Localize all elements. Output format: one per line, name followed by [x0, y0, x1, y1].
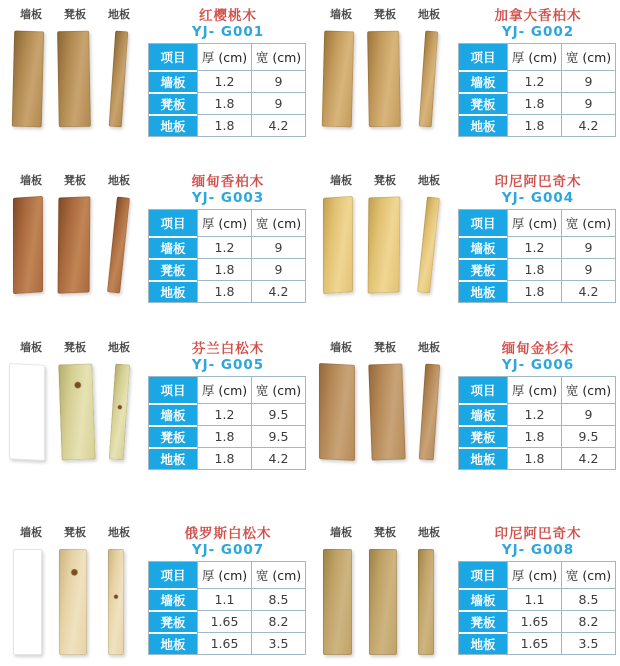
thickness-value: 1.2 [197, 403, 251, 425]
spec-row-bench [459, 610, 615, 632]
board-label-floor: 地板 [108, 8, 130, 21]
bench-board-image [367, 31, 401, 128]
product-spec [458, 524, 618, 666]
board-label-bench: 凳板 [374, 8, 396, 21]
product-card-yj-g007 [0, 500, 310, 666]
spec-row-bench [459, 425, 615, 447]
plank-photo-area [0, 524, 148, 666]
width-value: 4.2 [561, 114, 615, 136]
spec-header-width: 宽 (cm) [251, 210, 305, 236]
board-label-bench: 凳板 [374, 341, 396, 354]
board-label-bench: 凳板 [64, 341, 86, 354]
spec-header-thickness: 厚 (cm) [197, 562, 251, 588]
row-label: 地板 [459, 280, 507, 302]
thickness-value: 1.8 [507, 114, 561, 136]
product-model: YJ- G006 [501, 357, 575, 373]
row-label: 地板 [149, 114, 197, 136]
product-spec [148, 524, 308, 666]
row-label: 凳板 [459, 92, 507, 114]
row-label: 墙板 [149, 588, 197, 610]
product-model: YJ- G003 [191, 190, 265, 206]
thickness-value: 1.2 [507, 70, 561, 92]
spec-row-floor [149, 280, 305, 302]
product-spec [148, 339, 308, 500]
spec-header-item: 项目 [459, 377, 507, 403]
spec-header-row [459, 562, 615, 588]
product-model: YJ- G001 [191, 24, 265, 40]
width-value: 9.5 [251, 403, 305, 425]
row-label: 凳板 [149, 610, 197, 632]
product-card-yj-g002 [310, 0, 620, 166]
board-labels [0, 339, 140, 355]
thickness-value: 1.8 [507, 280, 561, 302]
spec-header-width: 宽 (cm) [251, 377, 305, 403]
spec-row-wall [459, 70, 615, 92]
width-value: 9.5 [251, 425, 305, 447]
wall-board-image [323, 549, 352, 655]
width-value: 4.2 [251, 114, 305, 136]
product-card-yj-g004 [310, 166, 620, 333]
plank-photo-area [310, 339, 458, 500]
spec-header-thickness: 厚 (cm) [197, 377, 251, 403]
spec-row-wall [149, 70, 305, 92]
spec-header-row [149, 562, 305, 588]
floor-board-image [107, 197, 130, 294]
width-value: 4.2 [561, 447, 615, 469]
spec-header-thickness: 厚 (cm) [507, 210, 561, 236]
spec-table [148, 209, 306, 303]
thickness-value: 1.8 [197, 258, 251, 280]
product-name: 缅甸金杉木 [501, 341, 575, 357]
thickness-value: 1.8 [197, 425, 251, 447]
plank-images [310, 197, 458, 307]
spec-row-floor [149, 114, 305, 136]
spec-header-row [149, 44, 305, 70]
product-name: 加拿大香柏木 [494, 8, 582, 24]
row-label: 凳板 [149, 92, 197, 114]
spec-row-bench [149, 92, 305, 114]
board-label-floor: 地板 [418, 8, 440, 21]
board-label-floor: 地板 [108, 174, 130, 187]
board-label-floor: 地板 [418, 526, 440, 539]
plank-images [310, 549, 458, 659]
product-name: 印尼阿巴奇木 [494, 174, 582, 190]
width-value: 4.2 [251, 447, 305, 469]
spec-header-row [149, 210, 305, 236]
bench-board-image [58, 363, 95, 460]
spec-row-bench [149, 258, 305, 280]
board-label-wall: 墙板 [330, 341, 352, 354]
row-label: 地板 [149, 280, 197, 302]
product-model: YJ- G002 [501, 24, 575, 40]
product-spec [458, 172, 618, 333]
spec-table [458, 43, 616, 137]
thickness-value: 1.2 [507, 403, 561, 425]
plank-photo-area [310, 172, 458, 333]
thickness-value: 1.8 [507, 92, 561, 114]
board-labels [310, 339, 450, 355]
plank-photo-area [310, 524, 458, 666]
spec-header-row [459, 210, 615, 236]
spec-table [458, 561, 616, 655]
board-label-floor: 地板 [108, 341, 130, 354]
row-label: 凳板 [459, 258, 507, 280]
row-label: 地板 [149, 632, 197, 654]
board-labels [310, 172, 450, 188]
board-labels [0, 6, 140, 22]
row-label: 墙板 [149, 236, 197, 258]
spec-header-width: 宽 (cm) [251, 562, 305, 588]
row-label: 地板 [459, 447, 507, 469]
row-label: 墙板 [149, 70, 197, 92]
row-label: 墙板 [459, 236, 507, 258]
width-value: 9 [561, 236, 615, 258]
plank-photo-area [310, 6, 458, 166]
board-label-bench: 凳板 [64, 8, 86, 21]
width-value: 8.2 [251, 610, 305, 632]
spec-row-wall [149, 588, 305, 610]
thickness-value: 1.2 [197, 70, 251, 92]
product-name: 俄罗斯白松木 [184, 526, 272, 542]
spec-header-thickness: 厚 (cm) [507, 562, 561, 588]
width-value: 9 [561, 258, 615, 280]
wall-board-image [13, 196, 43, 294]
product-spec [148, 6, 308, 166]
thickness-value: 1.8 [197, 280, 251, 302]
spec-table [458, 376, 616, 470]
spec-header-item: 项目 [149, 377, 197, 403]
row-label: 凳板 [149, 425, 197, 447]
thickness-value: 1.1 [507, 588, 561, 610]
bench-board-image [369, 549, 397, 655]
spec-row-wall [459, 588, 615, 610]
spec-row-floor [149, 632, 305, 654]
product-name: 芬兰白松木 [191, 341, 265, 357]
spec-header-width: 宽 (cm) [561, 377, 615, 403]
spec-row-floor [149, 447, 305, 469]
spec-header-thickness: 厚 (cm) [507, 44, 561, 70]
spec-header-item: 项目 [459, 210, 507, 236]
bench-board-image [59, 549, 87, 655]
spec-header-thickness: 厚 (cm) [197, 210, 251, 236]
wall-board-image [319, 363, 355, 461]
spec-header-thickness: 厚 (cm) [507, 377, 561, 403]
bench-board-image [368, 196, 401, 294]
spec-row-wall [149, 236, 305, 258]
spec-row-bench [459, 92, 615, 114]
board-labels [0, 524, 140, 540]
board-label-wall: 墙板 [330, 8, 352, 21]
board-label-wall: 墙板 [20, 8, 42, 21]
width-value: 4.2 [251, 280, 305, 302]
spec-table [458, 209, 616, 303]
floor-board-image [109, 364, 131, 461]
row-label: 地板 [459, 114, 507, 136]
spec-header-width: 宽 (cm) [561, 44, 615, 70]
spec-header-width: 宽 (cm) [251, 44, 305, 70]
spec-row-bench [149, 610, 305, 632]
board-label-bench: 凳板 [374, 526, 396, 539]
product-name: 红樱桃木 [199, 8, 257, 24]
bench-board-image [368, 363, 405, 460]
board-label-bench: 凳板 [64, 526, 86, 539]
width-value: 9.5 [561, 425, 615, 447]
spec-row-bench [149, 425, 305, 447]
product-model: YJ- G008 [501, 542, 575, 558]
width-value: 9 [561, 70, 615, 92]
wall-board-image [12, 31, 45, 128]
spec-header-row [459, 44, 615, 70]
width-value: 3.5 [561, 632, 615, 654]
spec-table [148, 561, 306, 655]
board-labels [310, 6, 450, 22]
board-labels [0, 172, 140, 188]
product-card-yj-g008 [310, 500, 620, 666]
plank-images [0, 197, 148, 307]
board-label-floor: 地板 [108, 526, 130, 539]
floor-board-image [417, 197, 440, 294]
thickness-value: 1.2 [197, 236, 251, 258]
board-label-wall: 墙板 [20, 174, 42, 187]
board-label-floor: 地板 [418, 174, 440, 187]
spec-row-floor [459, 280, 615, 302]
row-label: 墙板 [459, 70, 507, 92]
thickness-value: 1.8 [507, 425, 561, 447]
row-label: 墙板 [459, 403, 507, 425]
spec-row-floor [459, 114, 615, 136]
spec-row-wall [459, 403, 615, 425]
width-value: 9 [251, 236, 305, 258]
wall-board-image [322, 31, 355, 128]
spec-header-item: 项目 [149, 44, 197, 70]
product-card-yj-g003 [0, 166, 310, 333]
product-card-yj-g001 [0, 0, 310, 166]
width-value: 9 [251, 258, 305, 280]
spec-row-bench [459, 258, 615, 280]
board-label-wall: 墙板 [20, 526, 42, 539]
board-label-floor: 地板 [418, 341, 440, 354]
spec-row-floor [459, 632, 615, 654]
bench-board-image [57, 31, 91, 128]
spec-header-row [459, 377, 615, 403]
product-spec [458, 6, 618, 166]
product-model: YJ- G005 [191, 357, 265, 373]
thickness-value: 1.8 [507, 258, 561, 280]
row-label: 墙板 [459, 588, 507, 610]
board-labels [310, 524, 450, 540]
board-label-bench: 凳板 [64, 174, 86, 187]
product-card-yj-g005 [0, 333, 310, 500]
width-value: 9 [561, 403, 615, 425]
thickness-value: 1.1 [197, 588, 251, 610]
thickness-value: 1.65 [197, 610, 251, 632]
width-value: 3.5 [251, 632, 305, 654]
row-label: 墙板 [149, 403, 197, 425]
spec-header-item: 项目 [459, 44, 507, 70]
floor-board-image [419, 364, 441, 461]
floor-board-image [418, 549, 434, 655]
product-model: YJ- G004 [501, 190, 575, 206]
row-label: 地板 [459, 632, 507, 654]
plank-images [310, 31, 458, 141]
plank-photo-area [0, 339, 148, 500]
width-value: 8.5 [251, 588, 305, 610]
thickness-value: 1.2 [507, 236, 561, 258]
floor-board-image [109, 31, 129, 128]
floor-board-image [108, 549, 124, 655]
spec-header-width: 宽 (cm) [561, 210, 615, 236]
spec-header-item: 项目 [149, 210, 197, 236]
plank-photo-area [0, 6, 148, 166]
spec-header-row [149, 377, 305, 403]
thickness-value: 1.65 [197, 632, 251, 654]
plank-photo-area [0, 172, 148, 333]
board-label-wall: 墙板 [330, 526, 352, 539]
width-value: 9 [251, 92, 305, 114]
product-card-yj-g006 [310, 333, 620, 500]
row-label: 地板 [149, 447, 197, 469]
row-label: 凳板 [459, 425, 507, 447]
board-label-wall: 墙板 [20, 341, 42, 354]
product-name: 印尼阿巴奇木 [494, 526, 582, 542]
width-value: 8.2 [561, 610, 615, 632]
thickness-value: 1.65 [507, 632, 561, 654]
spec-header-item: 项目 [149, 562, 197, 588]
thickness-value: 1.8 [507, 447, 561, 469]
spec-header-item: 项目 [459, 562, 507, 588]
plank-images [0, 549, 148, 659]
width-value: 9 [251, 70, 305, 92]
spec-table [148, 376, 306, 470]
plank-images [0, 31, 148, 141]
board-label-wall: 墙板 [330, 174, 352, 187]
product-name: 缅甸香柏木 [191, 174, 265, 190]
spec-header-thickness: 厚 (cm) [197, 44, 251, 70]
thickness-value: 1.8 [197, 114, 251, 136]
floor-board-image [419, 31, 439, 128]
thickness-value: 1.8 [197, 447, 251, 469]
spec-header-width: 宽 (cm) [561, 562, 615, 588]
board-label-bench: 凳板 [374, 174, 396, 187]
spec-row-floor [459, 447, 615, 469]
plank-images [0, 364, 148, 474]
width-value: 4.2 [561, 280, 615, 302]
thickness-value: 1.65 [507, 610, 561, 632]
spec-table [148, 43, 306, 137]
thickness-value: 1.8 [197, 92, 251, 114]
width-value: 9 [561, 92, 615, 114]
plank-images [310, 364, 458, 474]
spec-row-wall [149, 403, 305, 425]
product-model: YJ- G007 [191, 542, 265, 558]
wall-board-image [323, 196, 353, 294]
product-spec [458, 339, 618, 500]
row-label: 凳板 [149, 258, 197, 280]
row-label: 凳板 [459, 610, 507, 632]
wall-board-image [13, 549, 42, 655]
width-value: 8.5 [561, 588, 615, 610]
product-spec [148, 172, 308, 333]
wall-board-image [9, 363, 45, 461]
bench-board-image [58, 196, 91, 294]
spec-row-wall [459, 236, 615, 258]
